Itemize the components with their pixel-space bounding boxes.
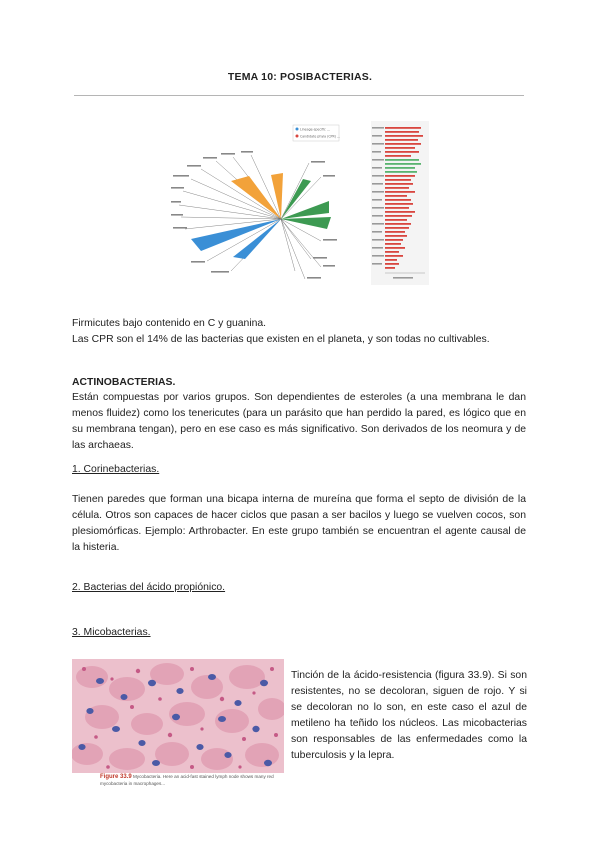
section-corinebacterias-heading: 1. Corinebacterias. bbox=[72, 464, 160, 475]
section-micobacterias-heading: 3. Micobacterias. bbox=[72, 627, 151, 638]
section-propionic-heading: 2. Bacterias del ácido propiónico. bbox=[72, 582, 226, 593]
acid-fast-stain-text: Tinción de la ácido-resistencia (figura 33.9). Si son resistentes, no se decoloran, siguen de rojo. Y si se decoloran no lo son, en este caso el azul de metileno ha teñido los núcleos. Las micobacterias son responsables de las enfermedades como la tuberculosis y la lepra. bbox=[291, 670, 527, 761]
section-corinebacterias-body: Tienen paredes que forman una bicapa interna de mureína que forma el septo de división de la célula. Otros son capaces de hacer ciclos que pasan a ser bacilos y luego se vuelven cocos, son plesiomórficas. Ejemplo: Arthrobacter. En este grupo también se encuentran el agente causal de la histeria. bbox=[72, 494, 526, 553]
mycobacteria-stain-image bbox=[72, 659, 284, 773]
legend-entry-1: Lineage-specific ... bbox=[300, 127, 330, 132]
mycobacteria-figure-caption bbox=[100, 774, 280, 786]
actinobacteria-heading: ACTINOBACTERIAS. bbox=[72, 377, 176, 388]
paragraph-firmicutes: Firmicutes bajo contenido en C y guanina. bbox=[72, 318, 267, 329]
figure-label: Figure 33.9 bbox=[100, 774, 132, 780]
phylogeny-figure bbox=[171, 121, 429, 285]
legend-entry-2: Candidate phyla (CPR) ... bbox=[300, 134, 340, 139]
figure-caption-text: Mycobacteria. Here an acid-fast stained lymph node shows many red mycobacteria in macrophages... bbox=[100, 774, 274, 786]
page-title: TEMA 10: POSIBACTERIAS. bbox=[227, 71, 373, 83]
paragraph-cpr: Las CPR son el 14% de las bacterias que existen en el planeta, y son todas no cultivables. bbox=[72, 334, 490, 345]
mycobacteria-figure bbox=[72, 659, 284, 804]
actinobacteria-body: Están compuestas por varios grupos. Son dependientes de esteroles (a una membrana le dan menos fluidez) como los tenericutes (para un parásito que han perdido la pared, es lógico que en su membrana tengan), pero en ese caso es más significativo. Son derivados de los neomura y de las archaeas. bbox=[72, 392, 526, 451]
title-divider bbox=[74, 95, 524, 96]
